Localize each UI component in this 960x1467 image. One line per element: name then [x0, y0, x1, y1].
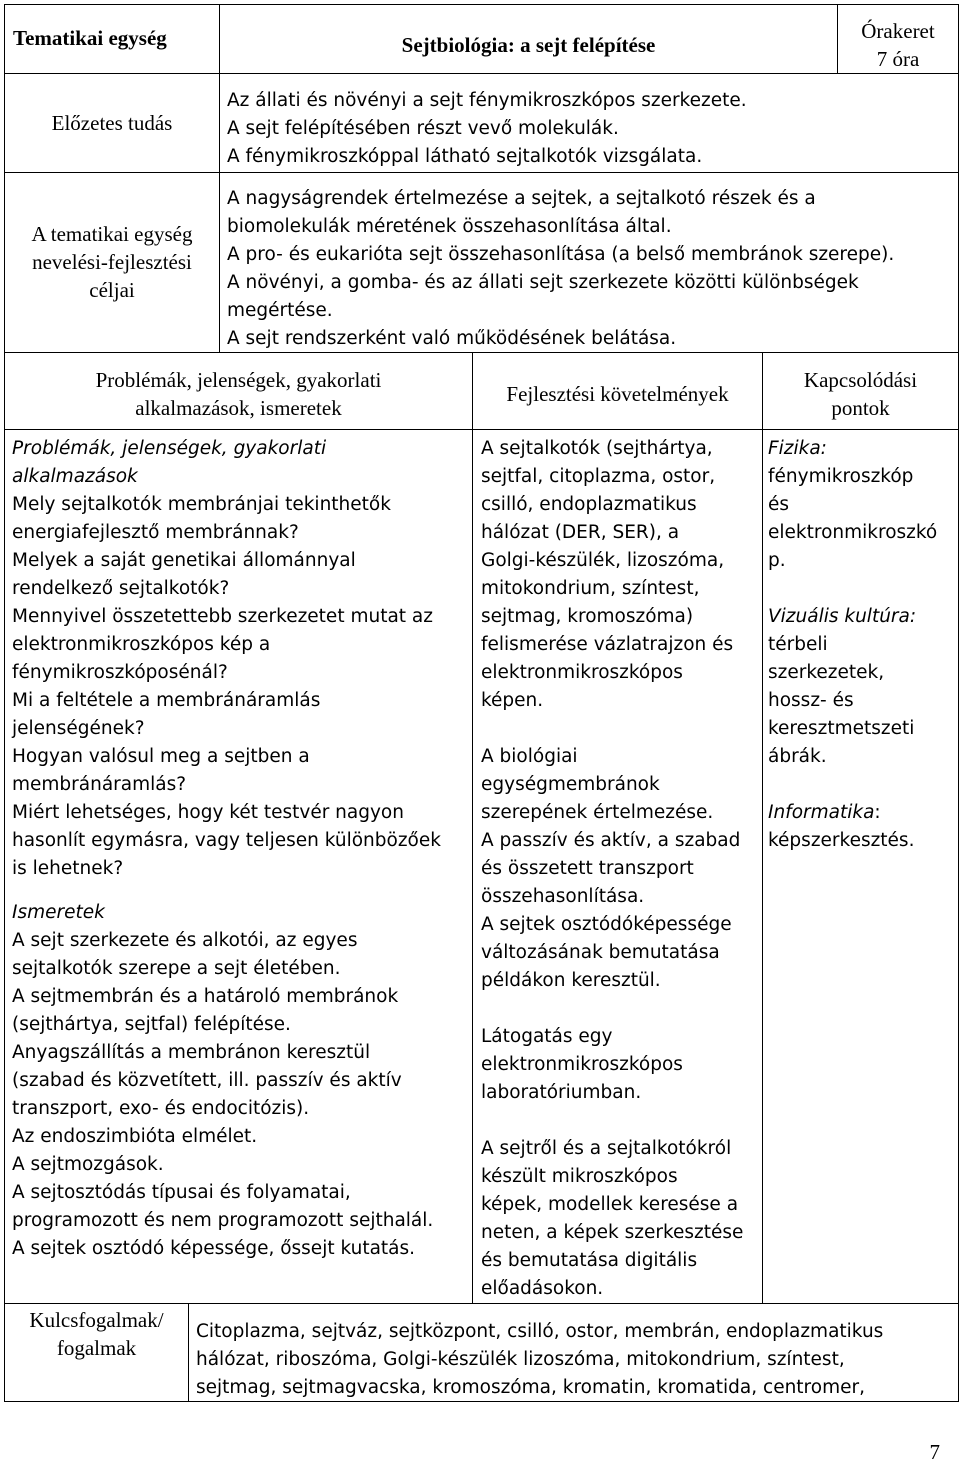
problem-line: membránáramlás? [12, 774, 187, 795]
prior-knowledge-line: A sejt felépítésében részt vevő molekulák. [227, 118, 619, 139]
goals-content [227, 185, 894, 353]
requirement-line: A sejtek osztódóképessége [481, 914, 732, 935]
goals-label-line: A tematikai egység [31, 222, 193, 246]
requirements-column-header [473, 380, 762, 408]
key-concepts-line: sejtmag, sejtmagvacska, kromoszóma, kromatin, kromatida, centromer, [196, 1377, 865, 1398]
problems-section-title: alkalmazások [12, 466, 138, 487]
problem-line: elektronmikroszkópos kép a [12, 634, 271, 655]
requirement-line: változásának bemutatása [481, 942, 720, 963]
connection-line: képszerkesztés. [768, 830, 915, 851]
unit-label-text: Tematikai egység [13, 26, 167, 50]
prior-knowledge-label [5, 109, 219, 137]
informatics-colon: : [874, 802, 881, 823]
knowledge-line: (sejthártya, sejtfal) felépítése. [12, 1014, 291, 1035]
key-concepts-label-line: fogalmak [56, 1336, 137, 1360]
requirement-line: elektronmikroszkópos [481, 1054, 683, 1075]
prior-knowledge-content [227, 87, 747, 171]
page-number [900, 1440, 940, 1464]
informatics-title: Informatika [768, 802, 875, 823]
knowledge-line: (szabad és közvetített, ill. passzív és aktív [12, 1070, 402, 1091]
connections-content [768, 435, 937, 855]
connections-header-line: pontok [831, 396, 890, 420]
requirements-header-text: Fejlesztési követelmények [506, 382, 729, 406]
requirement-line: képek, modellek keresése a [481, 1194, 739, 1215]
requirement-line: sejtmag, kromoszóma) [481, 606, 694, 627]
problems-section-title: Problémák, jelenségek, gyakorlati [12, 438, 327, 459]
requirement-line: sejtfal, citoplazma, ostor, [481, 466, 716, 487]
connection-line: hossz- és [768, 690, 854, 711]
requirements-content [481, 435, 743, 1303]
problem-line: Mennyivel összetettebb szerkezetet mutat az [12, 606, 433, 627]
connection-line: szerkezetek, [768, 662, 885, 683]
unit-title [220, 31, 837, 59]
connection-line: keresztmetszeti [768, 718, 915, 739]
knowledge-line: A sejtmozgások. [12, 1154, 164, 1175]
connection-line: elektronmikroszkó [768, 522, 938, 543]
requirement-line: laboratóriumban. [481, 1082, 642, 1103]
prior-knowledge-label-text: Előzetes tudás [51, 111, 173, 135]
informatics-title-row [768, 799, 937, 827]
key-concepts-line: hálózat, riboszóma, Golgi-készülék lizoszóma, mitokondrium, színtest, [196, 1349, 845, 1370]
knowledge-line: transzport, exo- és endocitózis). [12, 1098, 310, 1119]
unit-label [5, 24, 219, 52]
requirement-line: A sejtalkotók (sejthártya, [481, 438, 713, 459]
problem-line: fénymikroszkóposénál? [12, 662, 228, 683]
requirement-line: képen. [481, 690, 544, 711]
problem-line: Hogyan valósul meg a sejtben a [12, 746, 310, 767]
problem-line: Mi a feltétele a membránáramlás [12, 690, 321, 711]
physics-title: Fizika: [768, 438, 827, 459]
requirement-line: mitokondrium, színtest, [481, 578, 700, 599]
requirement-line: elektronmikroszkópos [481, 662, 683, 683]
problem-line: jelenségének? [12, 718, 145, 739]
knowledge-line: Anyagszállítás a membránon keresztül [12, 1042, 371, 1063]
knowledge-line: A sejt szerkezete és alkotói, az egyes [12, 930, 358, 951]
requirement-line: csilló, endoplazmatikus [481, 494, 697, 515]
knowledge-line: Az endoszimbióta elmélet. [12, 1126, 258, 1147]
requirement-line: A passzív és aktív, a szabad [481, 830, 741, 851]
problems-content [12, 435, 441, 1263]
hours-label: Órakeret [861, 19, 935, 43]
problem-line: is lehetnek? [12, 858, 124, 879]
knowledge-line: A sejtmembrán és a határoló membránok [12, 986, 399, 1007]
requirement-line: összehasonlítása. [481, 886, 645, 907]
goals-label [5, 220, 219, 304]
knowledge-line: sejtalkotók szerepe a sejt életében. [12, 958, 341, 979]
problem-line: Miért lehetséges, hogy két testvér nagyon [12, 802, 404, 823]
connection-line: fénymikroszkóp [768, 466, 914, 487]
key-concepts-line: Citoplazma, sejtváz, sejtközpont, csilló, ostor, membrán, endoplazmatikus [196, 1321, 884, 1342]
requirement-line: Golgi-készülék, lizoszóma, [481, 550, 725, 571]
goals-line: A sejt rendszerként való működésének belátása. [227, 328, 677, 349]
requirement-line: készült mikroszkópos [481, 1166, 678, 1187]
goals-label-line: céljai [89, 278, 135, 302]
knowledge-line: A sejtek osztódó képessége, őssejt kutatás. [12, 1238, 416, 1259]
requirement-line: Látogatás egy [481, 1026, 613, 1047]
prior-knowledge-line: A fénymikroszkóppal látható sejtalkotók vizsgálata. [227, 146, 703, 167]
goals-line: A nagyságrendek értelmezése a sejtek, a sejtalkotó részek és a [227, 188, 816, 209]
unit-title-text: Sejtbiológia: a sejt felépítése [401, 33, 656, 57]
requirement-line: példákon keresztül. [481, 970, 661, 991]
problems-header-line: alkalmazások, ismeretek [135, 396, 342, 420]
problem-line: energiafejlesztő membránnak? [12, 522, 299, 543]
requirement-line: neten, a képek szerkesztése [481, 1222, 744, 1243]
connections-column-header [763, 366, 958, 422]
key-concepts-label-line: Kulcsfogalmak/ [29, 1308, 164, 1332]
page-number-text: 7 [929, 1440, 940, 1464]
requirement-line: előadásokon. [481, 1278, 604, 1299]
requirement-line: és összetett transzport [481, 858, 694, 879]
goals-line: A növényi, a gomba- és az állati sejt szerkezete közötti különbségek [227, 272, 859, 293]
problem-line: hasonlít egymásra, vagy teljesen különbözőek [12, 830, 441, 851]
visual-culture-title: Vizuális kultúra: [768, 606, 917, 627]
goals-label-line: nevelési-fejlesztési [32, 250, 192, 274]
knowledge-line: programozott és nem programozott sejthalál. [12, 1210, 434, 1231]
requirement-line: A sejtről és a sejtalkotókról [481, 1138, 732, 1159]
key-concepts-content [196, 1318, 883, 1402]
goals-line: megértése. [227, 300, 333, 321]
knowledge-line: A sejtosztódás típusai és folyamatai, [12, 1182, 351, 1203]
connection-line: térbeli [768, 634, 828, 655]
connections-header-line: Kapcsolódási [803, 368, 918, 392]
connection-line: p. [768, 550, 786, 571]
hours-cell [838, 17, 958, 73]
connection-line: ábrák. [768, 746, 827, 767]
problem-line: Mely sejtalkotók membránjai tekinthetők [12, 494, 391, 515]
requirement-line: felismerése vázlatrajzon és [481, 634, 734, 655]
requirement-line: szerepének értelmezése. [481, 802, 714, 823]
knowledge-section-title: Ismeretek [12, 902, 105, 923]
requirement-line: és bemutatása digitális [481, 1250, 698, 1271]
goals-line: A pro- és eukarióta sejt összehasonlítása (a belső membránok szerepe). [227, 244, 895, 265]
goals-line: biomolekulák méretének összehasonlítása által. [227, 216, 672, 237]
prior-knowledge-line: Az állati és növényi a sejt fénymikroszkópos szerkezete. [227, 90, 747, 111]
hours-value: 7 óra [876, 47, 920, 71]
requirement-line: egységmembránok [481, 774, 660, 795]
connection-line: és [768, 494, 790, 515]
problem-line: rendelkező sejtalkotók? [12, 578, 230, 599]
problem-line: Melyek a saját genetikai állománnyal [12, 550, 356, 571]
problems-column-header [5, 366, 472, 422]
requirement-line: hálózat (DER, SER), a [481, 522, 680, 543]
requirement-line: A biológiai [481, 746, 578, 767]
problems-header-line: Problémák, jelenségek, gyakorlati [95, 368, 382, 392]
key-concepts-label [5, 1306, 188, 1362]
